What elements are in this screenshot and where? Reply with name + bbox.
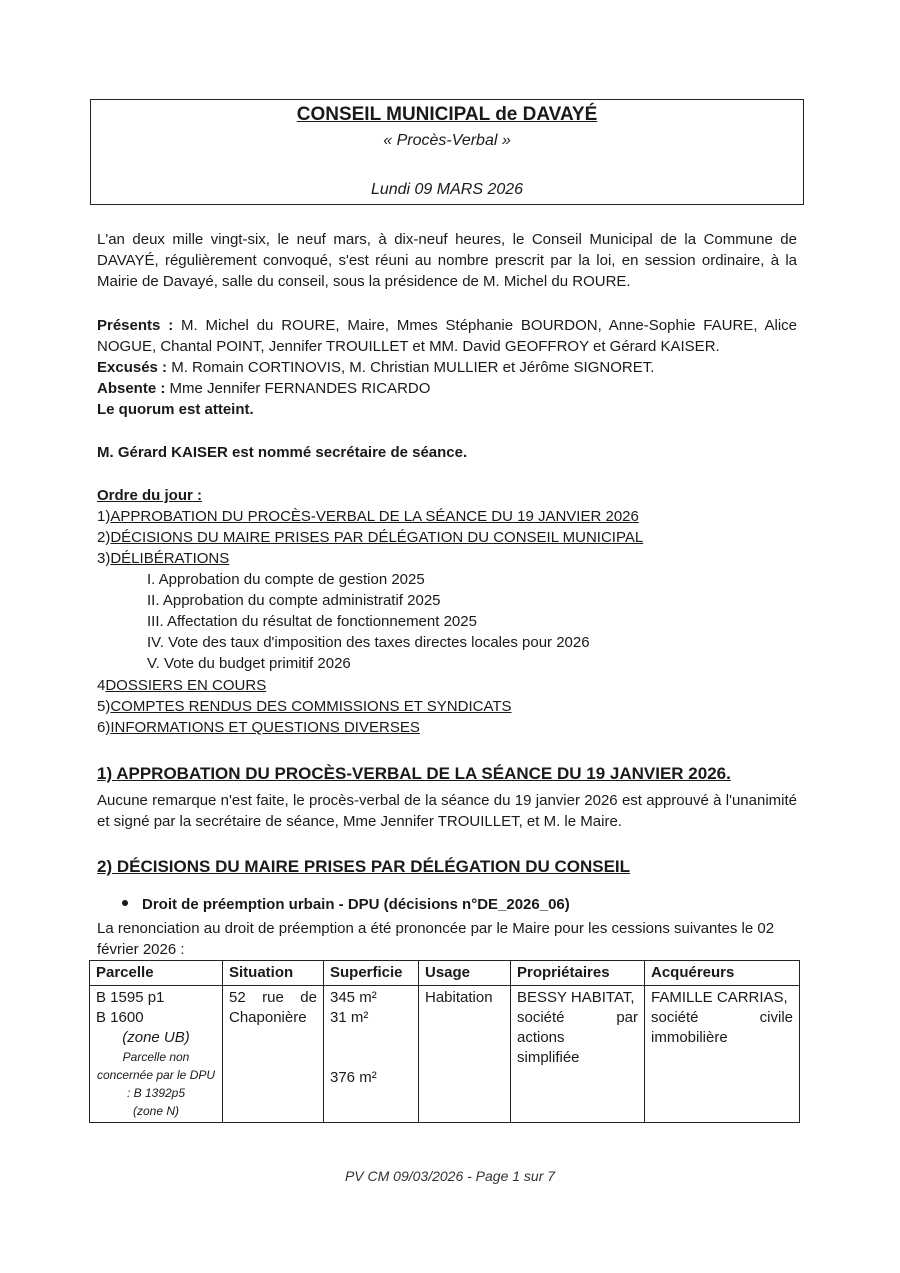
parcelle-note: Parcelle non concernée par le DPU : B 1392p5 [96,1050,216,1100]
table-header-row [90,961,800,986]
agenda-item-label: INFORMATIONS ET QUESTIONS DIVERSES [110,719,420,736]
quorum-line: Le quorum est atteint. [97,401,254,418]
usage-value: Habitation [425,989,493,1006]
column-header: Usage [419,961,511,986]
council-title: CONSEIL MUNICIPAL de DAVAYÉ [296,104,598,125]
dpu-bullet-text: Droit de préemption urbain - DPU (décisions n°DE_2026_06) [142,896,570,913]
table-row [90,986,800,1123]
parcelle-line: B 1595 p1 [96,989,165,1006]
agenda-item-label: DÉCISIONS DU MAIRE PRISES PAR DÉLÉGATION DU CONSEIL MUNICIPAL [110,529,644,546]
cell-acquereurs [645,986,800,1123]
parcelle-line: B 1600 [96,1009,144,1026]
column-header: Propriétaires [511,961,645,986]
intro-paragraph: L'an deux mille vingt-six, le neuf mars, à dix-neuf heures, le Conseil Municipal de la Commune de DAVAYÉ, régulièrement convoqué, s'est réuni au nombre prescrit par la loi, en session ordinaire, à la Mairie de Davayé, salle du conseil, sous la présidence de M. Michel du ROURE. [97,231,797,290]
agenda-item-label: COMPTES RENDUS DES COMMISSIONS ET SYNDICATS [110,698,512,715]
secretary-line: M. Gérard KAISER est nommé secrétaire de séance. [97,444,468,461]
agenda-item [97,506,639,527]
section-2-body: La renonciation au droit de préemption a été prononcée par le Maire pour les cessions suivantes le 02 février 2026 : [97,920,775,958]
agenda-item [97,717,420,738]
agenda-item-number: 1) [97,508,111,525]
spacer [330,1028,412,1068]
agenda-subitem: I. Approbation du compte de gestion 2025 [147,571,425,588]
proprietaires-line: BESSY HABITAT, [517,989,635,1006]
column-header: Acquéreurs [645,961,800,986]
agenda-heading: Ordre du jour : [97,487,202,504]
proprietaires-line: société par [517,1009,638,1026]
presents-label: Présents : [97,317,174,334]
agenda-subitem: II. Approbation du compte administratif 2025 [147,592,441,609]
agenda-item [97,696,512,717]
bullet-icon [122,900,128,906]
presents-paragraph [97,315,797,357]
column-header: Parcelle [90,961,223,986]
agenda-item-label: DOSSIERS EN COURS [105,677,267,694]
cell-usage [419,986,511,1123]
cell-proprietaires [511,986,645,1123]
section-1-title: 1) APPROBATION DU PROCÈS-VERBAL DE LA SÉANCE DU 19 JANVIER 2026. [97,764,731,783]
agenda-subitem: V. Vote du budget primitif 2026 [147,655,351,672]
cell-situation [223,986,324,1123]
parcelle-zone: (zone UB) [122,1029,190,1046]
absente-line [97,378,797,399]
agenda-item-label: DÉLIBÉRATIONS [110,550,230,567]
meeting-date: Lundi 09 MARS 2026 [370,181,524,198]
agenda-subitem: IV. Vote des taux d'imposition des taxes directes locales pour 2026 [147,634,590,651]
presents-list: M. Michel du ROURE, Maire, Mmes Stéphanie BOURDON, Anne-Sophie FAURE, Alice NOGUE, Chantal POINT, Jennifer TROUILLET et MM. David GEOFFROY et Gérard KAISER. [97,317,797,355]
situation-line: Chaponière [229,1009,307,1026]
section-2-title: 2) DÉCISIONS DU MAIRE PRISES PAR DÉLÉGATION DU CONSEIL [97,857,631,876]
agenda-item-number: 4 [97,677,106,694]
excuses-label: Excusés : [97,359,168,376]
situation-line: 52 rue de [229,989,317,1006]
absente-label: Absente : [97,380,166,397]
header-box [90,99,804,205]
dpu-table [89,960,800,1123]
parcelle-note-zone: (zone N) [132,1104,179,1118]
agenda-item-number: 5) [97,698,111,715]
absente-name: Mme Jennifer FERNANDES RICARDO [169,380,431,397]
page-footer: PV CM 09/03/2026 - Page 1 sur 7 [344,1168,556,1184]
agenda-item [97,527,643,548]
superficie-line: 31 m² [330,1009,369,1026]
section-1-body: Aucune remarque n'est faite, le procès-verbal de la séance du 19 janvier 2026 est approuvé à l'unanimité et signé par la secrétaire de séance, Mme Jennifer TROUILLET, et M. le Maire. [97,792,797,830]
agenda-item [97,548,229,569]
proprietaires-line: simplifiée [517,1049,580,1066]
excuses-list: M. Romain CORTINOVIS, M. Christian MULLIER et Jérôme SIGNORET. [171,359,655,376]
proprietaires-line: actions [517,1029,565,1046]
superficie-line: 345 m² [330,989,377,1006]
agenda-subitem: III. Affectation du résultat de fonctionnement 2025 [147,613,477,630]
document-type: « Procès-Verbal » [383,132,511,149]
acquereurs-line: FAMILLE CARRIAS, [651,989,788,1006]
dpu-bullet [122,896,570,913]
acquereurs-line: société civile [651,1009,793,1026]
agenda-item-number: 3) [97,550,111,567]
superficie-total: 376 m² [330,1069,377,1086]
excuses-line [97,357,797,378]
agenda-item-label: APPROBATION DU PROCÈS-VERBAL DE LA SÉANCE DU 19 JANVIER 2026 [110,508,639,525]
column-header: Situation [223,961,324,986]
column-header: Superficie [324,961,419,986]
agenda-item-number: 2) [97,529,111,546]
cell-parcelle [90,986,223,1123]
acquereurs-line: immobilière [651,1029,728,1046]
cell-superficie [324,986,419,1123]
agenda-item-number: 6) [97,719,111,736]
agenda-item [97,675,266,696]
